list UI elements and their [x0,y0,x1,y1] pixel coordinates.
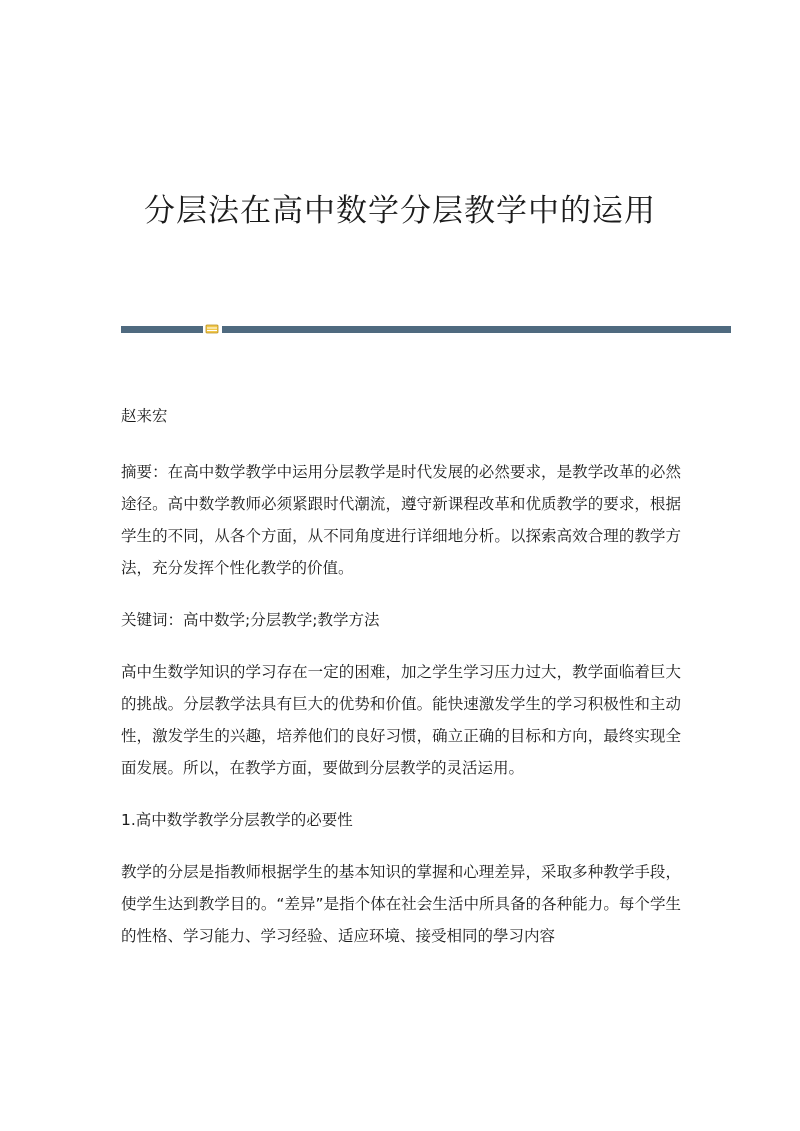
document-body [121,400,681,972]
document-title: 分层法在高中数学分层教学中的运用 [144,193,656,229]
pencil-icon [205,323,219,335]
intro-paragraph: 高中生数学知识的学习存在一定的困难，加之学生学习压力过大，教学面临着巨大的挑战。分层教学法具有巨大的优势和价值。能快速激发学生的学习积极性和主动性，激发学生的兴趣，培养他们的良好习惯，确立正确的目标和方向，最终实现全面发展。所以，在教学方面，要做到分层教学的灵活运用。 [121,663,681,777]
divider-bar-left [121,326,203,333]
author-name: 赵来宏 [121,407,168,425]
section-heading: 1.高中数学教学分层教学的必要性 [121,811,353,829]
divider-bar-right [222,326,731,333]
abstract-paragraph: 摘要：在高中数学教学中运用分层教学是时代发展的必然要求，是教学改革的必然途径。高中数学教师必须紧跟时代潮流，遵守新课程改革和优质教学的要求，根据学生的不同，从各个方面，从不同角度进行详细地分析。以探索高效合理的教学方法，充分发挥个性化教学的价值。 [121,463,681,577]
keywords-line: 关键词：高中数学;分层教学;教学方法 [121,611,380,629]
title-divider [121,326,731,333]
section-paragraph: 教学的分层是指教师根据学生的基本知识的掌握和心理差异，采取多种教学手段，使学生达到教学目的。“差异”是指个体在社会生活中所具备的各种能力。每个学生的性格、学习能力、学习经验、适应环境、接受相同的學习内容 [121,863,681,945]
